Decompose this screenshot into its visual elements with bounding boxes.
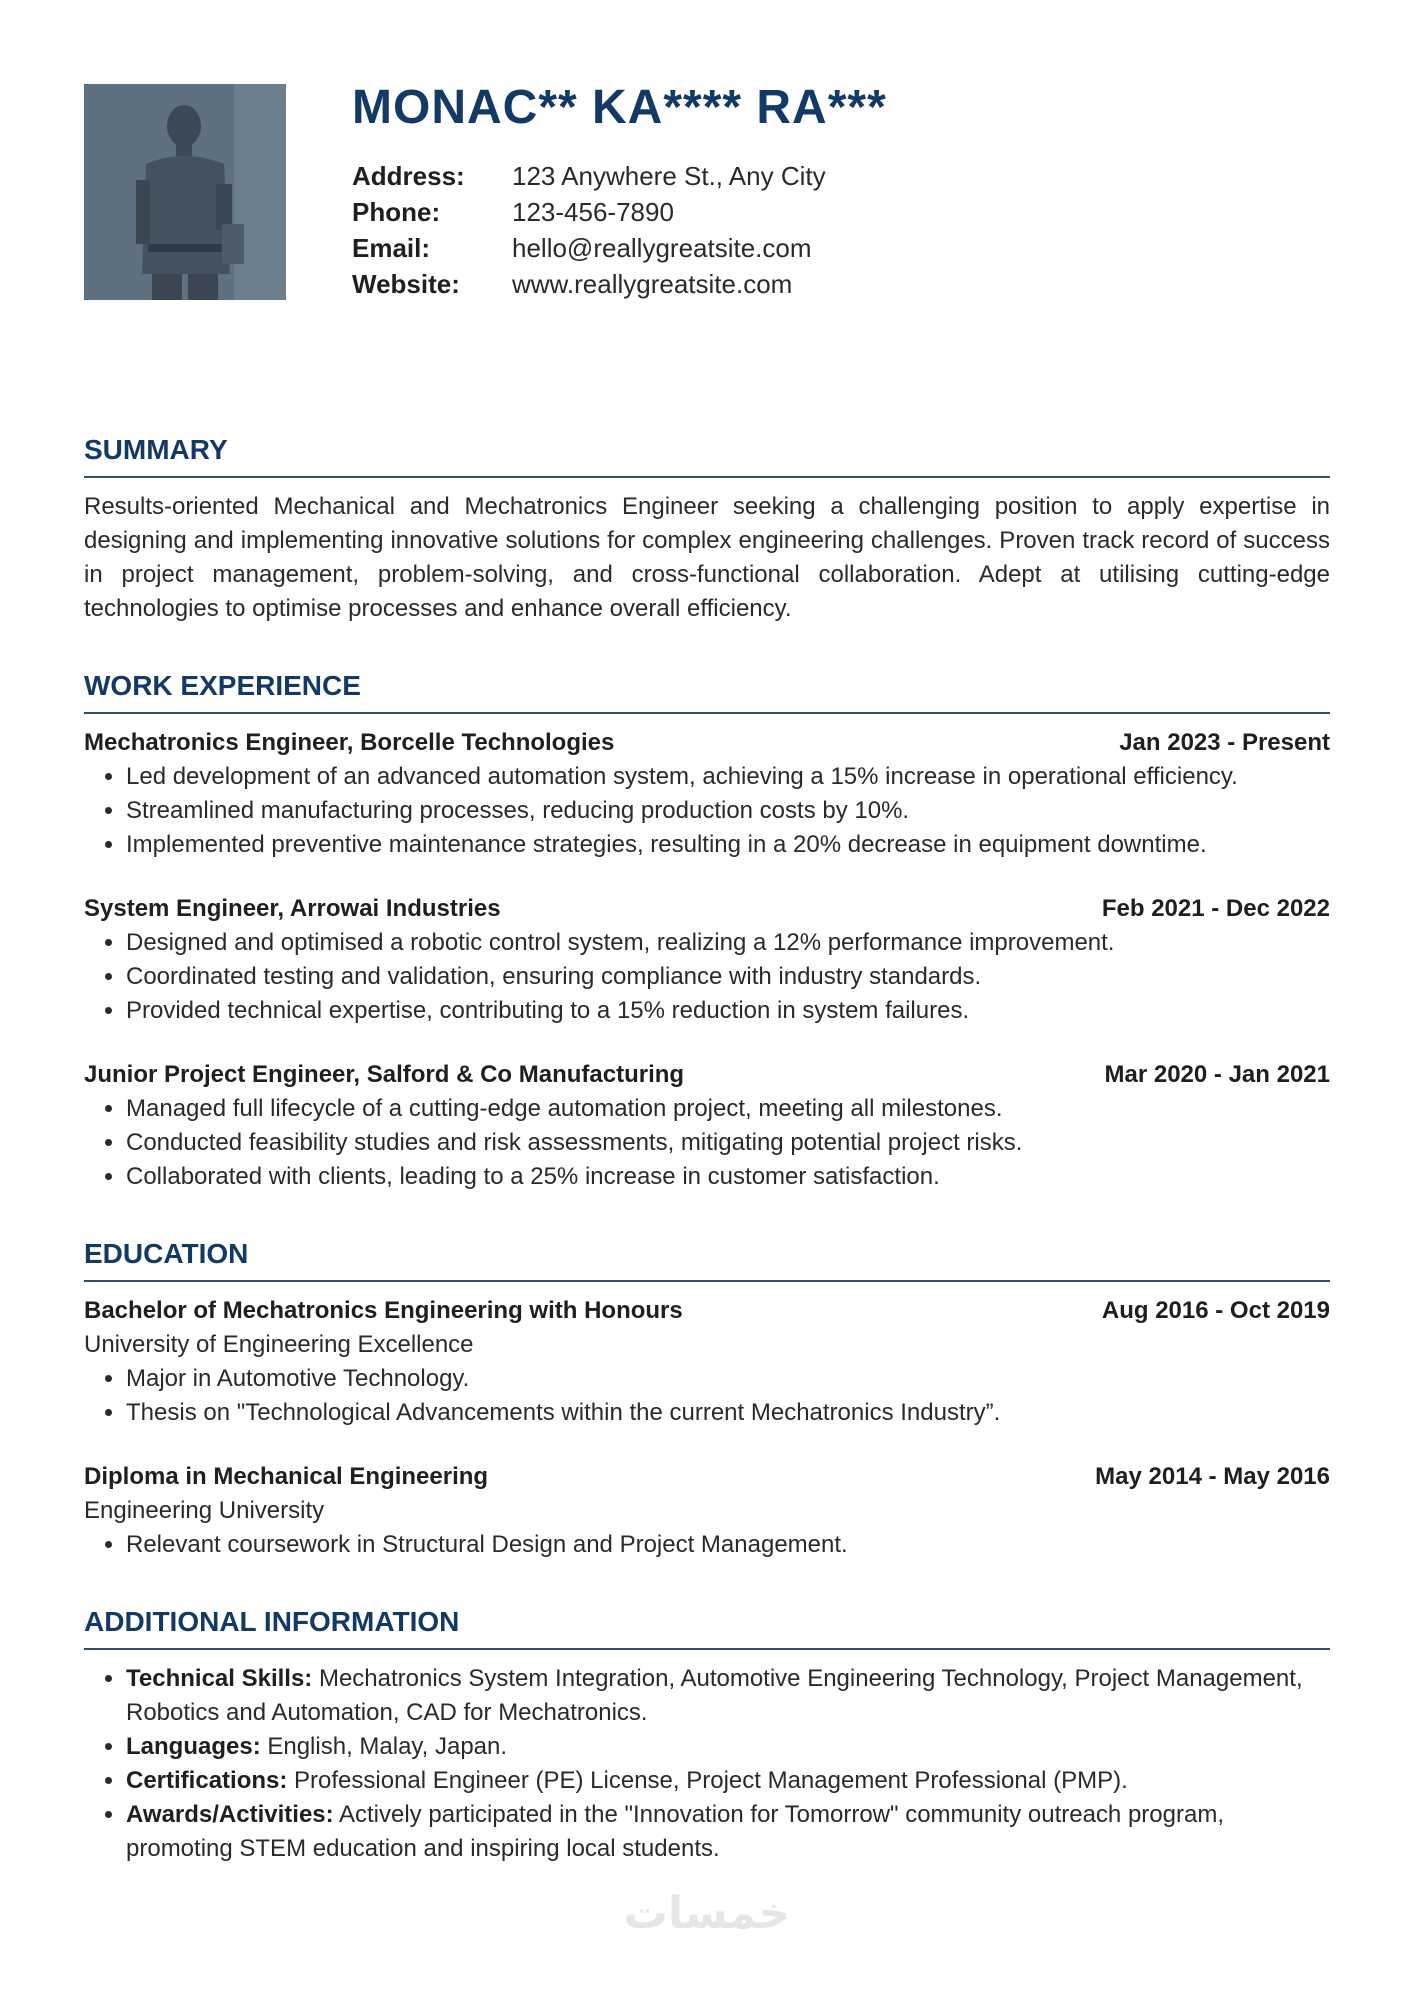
item-label: Technical Skills: [126, 1665, 313, 1692]
list-item: • Managed full lifecycle of a cutting-edge automation project, meeting all milestones. [126, 1092, 1330, 1126]
job-dates: Feb 2021 - Dec 2022 [1101, 895, 1330, 922]
job-role: Mechatronics Engineer, Borcelle Technologies [84, 729, 615, 756]
list-item: • Implemented preventive maintenance strategies, resulting in a 20% decrease in equipment downtime. [126, 828, 1330, 862]
section-title: SUMMARY [84, 434, 1330, 478]
contact-email [352, 230, 826, 266]
job-dates: Jan 2023 - Present [1119, 729, 1330, 756]
contact-label: Website: [352, 268, 460, 299]
job-entry [84, 892, 1330, 1028]
job-bullets [84, 760, 1330, 862]
education-dates: May 2014 - May 2016 [1095, 1463, 1330, 1490]
contact-label: Phone: [352, 196, 441, 227]
watermark: خمسات [623, 1888, 791, 1939]
website-value: www.reallygreatsite.com [512, 268, 793, 299]
list-item [126, 1764, 1330, 1798]
summary-text: Results-oriented Mechanical and Mechatronics Engineer seeking a challenging position to apply expertise in designing and implementing innovative solutions for complex engineering challenges. Proven track record of success in project management, problem-solving, and cross-functional collaboration. Adept at utilising cutting-edge technologies to optimise processes and enhance overall efficiency. [84, 493, 1330, 622]
education-bullets [84, 1362, 1330, 1430]
job-bullets [84, 1092, 1330, 1194]
section-title: EDUCATION [84, 1238, 1330, 1282]
list-item: • Coordinated testing and validation, ensuring compliance with industry standards. [126, 960, 1330, 994]
list-item: • Led development of an advanced automation system, achieving a 15% increase in operational efficiency. [126, 760, 1330, 794]
list-item: • Major in Automotive Technology. [126, 1362, 1330, 1396]
job-role: System Engineer, Arrowai Industries [84, 895, 501, 922]
list-item: • Provided technical expertise, contributing to a 15% reduction in system failures. [126, 994, 1330, 1028]
item-label: Certifications: [126, 1767, 288, 1794]
additional-section [84, 1606, 1330, 1866]
phone-value: 123-456-7890 [512, 196, 674, 227]
profile-photo [84, 84, 286, 300]
contact-address [352, 158, 826, 194]
list-item: • Thesis on "Technological Advancements within the current Mechatronics Industry”. [126, 1396, 1330, 1430]
list-item [126, 1798, 1330, 1866]
additional-bullets [84, 1662, 1330, 1866]
list-item: • Designed and optimised a robotic control system, realizing a 12% performance improvement. [126, 926, 1330, 960]
education-dates: Aug 2016 - Oct 2019 [1101, 1297, 1330, 1324]
list-item [126, 1730, 1330, 1764]
contact-label: Email: [352, 232, 431, 263]
job-entry [84, 726, 1330, 862]
section-title: ADDITIONAL INFORMATION [84, 1606, 1330, 1650]
summary-section [84, 434, 1330, 626]
job-role: Junior Project Engineer, Salford & Co Manufacturing [84, 1061, 685, 1088]
resume-page [84, 81, 1330, 1866]
education-bullets [84, 1528, 1330, 1562]
job-header [84, 892, 1330, 926]
list-item: • Conducted feasibility studies and risk assessments, mitigating potential project risks. [126, 1126, 1330, 1160]
item-label: Languages: [126, 1733, 261, 1760]
contact-website [352, 266, 826, 302]
item-label: Awards/Activities: [126, 1801, 334, 1828]
address-value: 123 Anywhere St., Any City [512, 160, 826, 191]
list-item: • Relevant coursework in Structural Design and Project Management. [126, 1528, 1330, 1562]
list-item: • Collaborated with clients, leading to a 25% increase in customer satisfaction. [126, 1160, 1330, 1194]
candidate-name: MONAC** KA**** RA*** [352, 81, 887, 134]
education-section [84, 1238, 1330, 1562]
job-bullets [84, 926, 1330, 1028]
item-text: English, Malay, Japan. [260, 1733, 508, 1760]
degree-name: Bachelor of Mechatronics Engineering with Honours [84, 1297, 683, 1324]
contact-label: Address: [352, 160, 465, 191]
school-name: University of Engineering Excellence [84, 1331, 474, 1358]
school-name: Engineering University [84, 1497, 325, 1524]
education-header [84, 1294, 1330, 1328]
education-entry [84, 1460, 1330, 1562]
degree-name: Diploma in Mechanical Engineering [84, 1463, 489, 1490]
education-header [84, 1460, 1330, 1494]
contact-phone [352, 194, 826, 230]
education-entry [84, 1294, 1330, 1430]
job-header [84, 1058, 1330, 1092]
email-value: hello@reallygreatsite.com [512, 232, 812, 263]
item-text: Mechatronics System Integration, Automotive Engineering Technology, Project Management, Robotics and Automation, CAD for Mechatronics. [126, 1665, 1303, 1726]
job-entry [84, 1058, 1330, 1194]
job-header [84, 726, 1330, 760]
list-item [126, 1662, 1330, 1730]
list-item: • Streamlined manufacturing processes, reducing production costs by 10%. [126, 794, 1330, 828]
section-title: WORK EXPERIENCE [84, 670, 1330, 714]
resume-header [84, 81, 1330, 302]
item-text: Professional Engineer (PE) License, Project Management Professional (PMP). [287, 1767, 1128, 1794]
item-text: Actively participated in the "Innovation for Tomorrow" community outreach program, promoting STEM education and inspiring local students. [126, 1801, 1224, 1862]
job-dates: Mar 2020 - Jan 2021 [1104, 1061, 1330, 1088]
contact-list [352, 158, 826, 302]
experience-section [84, 670, 1330, 1194]
